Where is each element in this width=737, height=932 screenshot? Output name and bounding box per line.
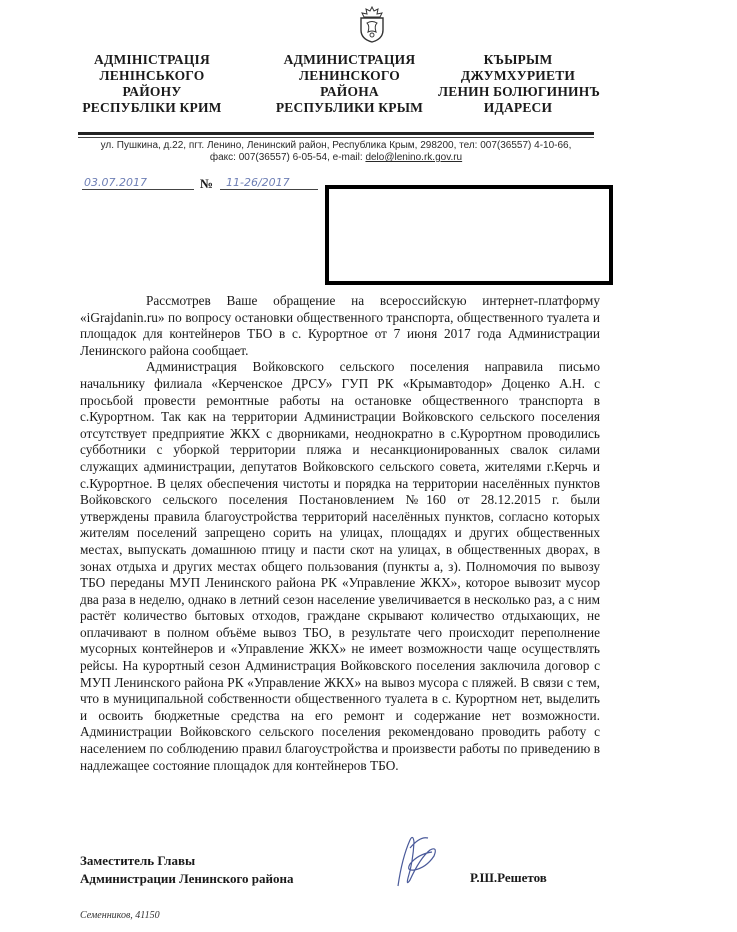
header-russian xyxy=(272,52,427,116)
email-link[interactable]: delo@lenino.rk.gov.ru xyxy=(365,152,463,163)
signer-title xyxy=(80,852,294,888)
header-crimean-tatar xyxy=(438,52,598,116)
header-line: ЛЕНИНСКОГО xyxy=(298,68,401,83)
header-line: ЛЕНИН БОЛЮГИНИНЪ xyxy=(438,84,600,99)
header-line: АДМІНІСТРАЦІЯ xyxy=(94,52,210,67)
registration-number-label: № xyxy=(200,176,214,191)
fax-text: факс: 007(36557) 6-05-54, e-mail: xyxy=(209,152,366,163)
address-line: ул. Пушкина, д.22, пгт. Ленино, Ленинский район, Республика Крым, 298200, тел: 007(36557) 4-10-66, xyxy=(100,140,572,151)
header-line: РЕСПУБЛІКИ КРИМ xyxy=(82,100,222,115)
header-line: АДМИНИСТРАЦИЯ xyxy=(283,52,416,67)
header-line: ИДАРЕСИ xyxy=(483,100,553,115)
header-line: РЕСПУБЛИКИ КРЫМ xyxy=(275,100,424,115)
contact-line xyxy=(78,152,594,164)
signer-name: Р.Ш.Решетов xyxy=(470,870,547,885)
coat-of-arms-icon xyxy=(354,4,390,44)
header-ukrainian xyxy=(78,52,226,116)
registration-date: 03.07.2017 xyxy=(82,176,194,190)
signer-title-line: Заместитель Главы xyxy=(80,853,196,868)
body-paragraph: Рассмотрев Ваше обращение на всероссийскую интернет-платформу «iGrajdanin.ru» по вопросу остановки общественного транспорта, общественного туалета и площадок для контейнеров ТБО в с. Курортное от 7 июня 2017 года Администрации Ленинского района сообщает. xyxy=(80,293,600,358)
address-block xyxy=(78,140,594,164)
letter-body xyxy=(80,293,600,774)
header-line: ЛЕНІНСЬКОГО xyxy=(99,68,205,83)
header-divider xyxy=(78,132,594,135)
executor-note: Семенников, 41150 xyxy=(80,910,160,921)
registration-number: 11-26/2017 xyxy=(220,176,318,190)
header-line: РАЙОНА xyxy=(320,84,379,99)
header-divider-thin xyxy=(78,137,594,138)
redacted-recipient-box xyxy=(325,185,613,285)
header-line: РАЙОНУ xyxy=(122,84,182,99)
header-line: КЪЫРЫМ xyxy=(483,52,553,67)
header-line: ДЖУМХУРИЕТИ xyxy=(460,68,576,83)
body-paragraph: Администрация Войковского сельского поселения направила письмо начальнику филиала «Керченское ДРСУ» ГУП РК «Крымавтодор» Доценко А.Н. с просьбой провести ремонтные работы на остановке общественного транспорта в с.Курортном. Так как на территории Администрации Войковского сельского поселения отсутствует предприятие ЖКХ с дворниками, неоднократно в с.Курортном проводились субботники с уборкой территории пляжа и несанкционированных свалок силами служащих администрации, депутатов Войковского сельского совета, жителями г.Керчь и с.Курортное. В целях обеспечения чистоты и порядка на территории населённых пунктов Войковского сельского поселения Постановлением №160 от 28.12.2015 г. были утверждены правила благоустройства территорий населённых пунктов, согласно которых жителям поселений запрещено сорить на улицах, площадях и других общественных местах, выпускать домашнюю птицу и пасти скот на улицах, в общественных дворах, в зонах отдыха и других местах общего пользования (пункты а, з). Полномочия по вывозу ТБО переданы МУП Ленинского района РК «Управление ЖКХ», которое вывозит мусор два раза в неделю, однако в летний сезон население увеличивается в несколько раз, а с ним растёт количество бытовых отходов, граждане скрывают количество отдыхающих, не оплачивают в полном объёме вывоз ТБО, в результате чего происходит переполнение мусорных контейнеров и «Управление ЖКХ» не имеет возможности чаще осуществлять рейсы. На курортный сезон Администрация Войковского поселения заключила договор с МУП Ленинского района РК «Управление ЖКХ» на вывоз мусора с пляжей. В связи с тем, что в муниципальной собственности общественного туалета в с. Курортном нет, выделить и освоить бюджетные средства на его ремонт и содержание нет возможности. Администрации Войковского сельского поселения рекомендовано проводить работу с населением по соблюдению правил благоустройства и произвести работы по приведению в надлежащее состояние площадок для контейнеров ТБО. xyxy=(80,359,600,773)
signer-title-line: Администрации Ленинского района xyxy=(80,871,294,886)
handwritten-signature xyxy=(380,828,450,898)
